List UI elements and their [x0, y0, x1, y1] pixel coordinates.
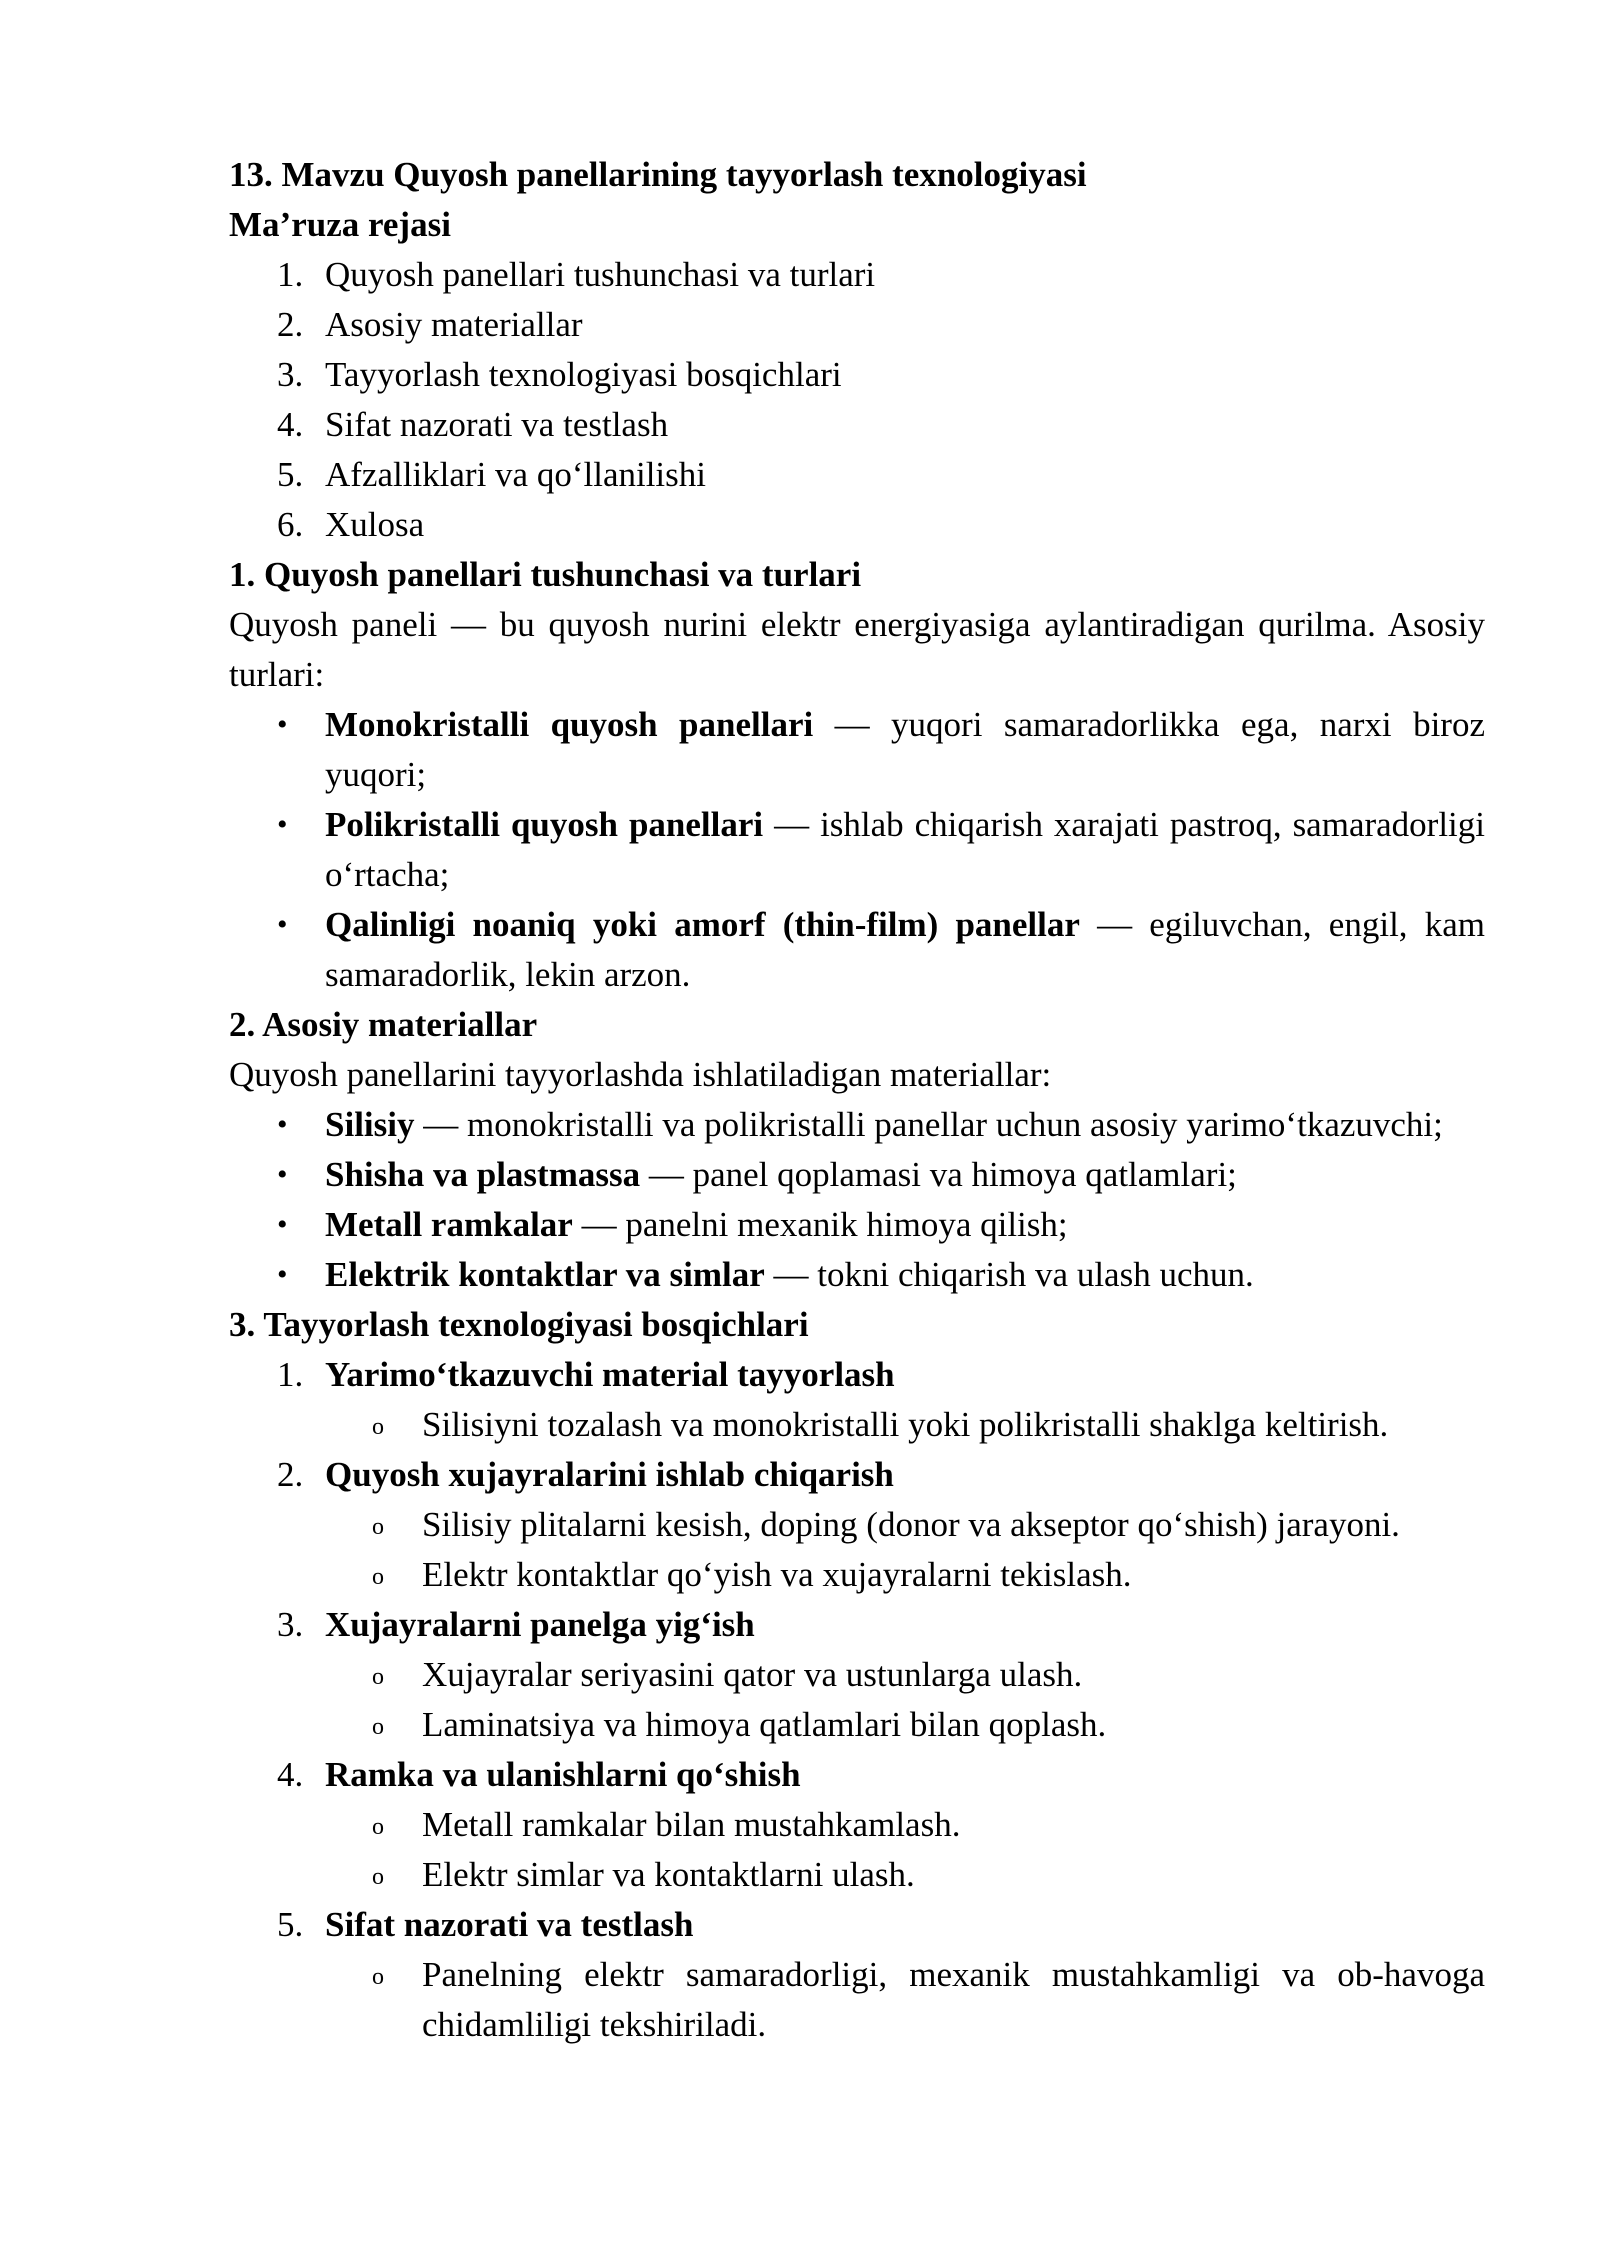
bullet-icon: • [277, 1208, 288, 1241]
step-item [229, 1350, 1485, 1400]
steps-list [229, 1350, 1485, 2050]
plan-item [229, 250, 1485, 300]
item-description: — egiluvchan, engil, kam samaradorlik, lekin arzon. [325, 905, 1485, 994]
plan-item-text: Sifat nazorati va testlash [325, 405, 669, 444]
step-title: Yarimo‘tkazuvchi material tayyorlash [325, 1355, 895, 1394]
sub-item-text: Elektr kontaktlar qo‘yish va xujayralarni tekislash. [422, 1555, 1132, 1594]
item-term: Polikristalli quyosh panellari [325, 805, 764, 844]
step-number: 1. [277, 1355, 304, 1394]
item-term: Qalinligi noaniq yoki amorf (thin-film) panellar [325, 905, 1080, 944]
plan-item-number: 1. [277, 255, 304, 294]
step-number: 4. [277, 1755, 304, 1794]
section-1-heading: 1. Quyosh panellari tushunchasi va turlari [229, 555, 862, 594]
item-description: — monokristalli va polikristalli panellar uchun asosiy yarimo‘tkazuvchi; [414, 1105, 1443, 1144]
step-item [229, 1750, 1485, 1800]
list-item [229, 1250, 1485, 1300]
sub-item [229, 1650, 1485, 1700]
item-term: Elektrik kontaktlar va simlar [325, 1255, 765, 1294]
circle-bullet-icon: o [372, 1514, 384, 1540]
section-2-heading: 2. Asosiy materiallar [229, 1005, 538, 1044]
circle-bullet-icon: o [372, 1714, 384, 1740]
plan-item-text: Asosiy materiallar [325, 305, 583, 344]
plan-item-number: 6. [277, 505, 304, 544]
sub-item-text: Metall ramkalar bilan mustahkamlash. [422, 1805, 961, 1844]
plan-item [229, 450, 1485, 500]
document-body [229, 150, 1485, 2050]
sub-item-text: Silisiyni tozalash va monokristalli yoki polikristalli shaklga keltirish. [422, 1405, 1389, 1444]
plan-item-text: Xulosa [325, 505, 425, 544]
plan-item-number: 4. [277, 405, 304, 444]
list-item [229, 1150, 1485, 1200]
sub-item-text: Laminatsiya va himoya qatlamlari bilan qoplash. [422, 1705, 1107, 1744]
list-item [229, 800, 1485, 900]
plan-item [229, 300, 1485, 350]
panel-types-list [229, 700, 1485, 1000]
list-item [229, 700, 1485, 800]
step-number: 3. [277, 1605, 304, 1644]
materials-list [229, 1100, 1485, 1300]
plan-heading: Ma’ruza rejasi [229, 205, 451, 244]
item-description: — yuqori samaradorlikka ega, narxi biroz yuqori; [325, 705, 1485, 794]
sub-item [229, 1400, 1485, 1450]
circle-bullet-icon: o [372, 1664, 384, 1690]
sub-item [229, 1950, 1485, 2050]
item-description: — tokni chiqarish va ulash uchun. [764, 1255, 1254, 1294]
sub-item [229, 1700, 1485, 1750]
page-title: 13. Mavzu Quyosh panellarining tayyorlash texnologiyasi [229, 155, 1087, 194]
step-title: Xujayralarni panelga yig‘ish [325, 1605, 755, 1644]
list-item [229, 1200, 1485, 1250]
sub-item [229, 1850, 1485, 1900]
bullet-icon: • [277, 1108, 288, 1141]
circle-bullet-icon: o [372, 1564, 384, 1590]
sub-item-text: Panelning elektr samaradorligi, mexanik mustahkamligi va ob-havoga chidamliligi tekshiriladi. [422, 1955, 1485, 2044]
sub-item-text: Silisiy plitalarni kesish, doping (donor va akseptor qo‘shish) jarayoni. [422, 1505, 1400, 1544]
circle-bullet-icon: o [372, 1414, 384, 1440]
circle-bullet-icon: o [372, 1864, 384, 1890]
plan-item-number: 2. [277, 305, 304, 344]
step-item [229, 1450, 1485, 1500]
plan-item-text: Quyosh panellari tushunchasi va turlari [325, 255, 876, 294]
step-title: Sifat nazorati va testlash [325, 1905, 694, 1944]
sub-item [229, 1500, 1485, 1550]
plan-item [229, 400, 1485, 450]
step-item [229, 1900, 1485, 1950]
section-2-intro: Quyosh panellarini tayyorlashda ishlatiladigan materiallar: [229, 1055, 1052, 1094]
item-term: Monokristalli quyosh panellari [325, 705, 814, 744]
item-term: Metall ramkalar [325, 1205, 573, 1244]
step-number: 5. [277, 1905, 304, 1944]
plan-item [229, 500, 1485, 550]
bullet-icon: • [277, 708, 288, 741]
sub-item [229, 1800, 1485, 1850]
sub-item [229, 1550, 1485, 1600]
plan-item-number: 5. [277, 455, 304, 494]
step-number: 2. [277, 1455, 304, 1494]
plan-item-text: Tayyorlash texnologiyasi bosqichlari [325, 355, 842, 394]
plan-list [229, 250, 1485, 550]
item-description: — panelni mexanik himoya qilish; [572, 1205, 1068, 1244]
step-title: Ramka va ulanishlarni qo‘shish [325, 1755, 801, 1794]
section-1-intro: Quyosh paneli — bu quyosh nurini elektr energiyasiga aylantiradigan qurilma. Asosiy turlari: [229, 605, 1485, 694]
bullet-icon: • [277, 908, 288, 941]
step-item [229, 1600, 1485, 1650]
section-3-heading: 3. Tayyorlash texnologiyasi bosqichlari [229, 1305, 809, 1344]
item-term: Shisha va plastmassa [325, 1155, 641, 1194]
bullet-icon: • [277, 808, 288, 841]
bullet-icon: • [277, 1158, 288, 1191]
plan-item [229, 350, 1485, 400]
sub-item-text: Xujayralar seriyasini qator va ustunlarga ulash. [422, 1655, 1083, 1694]
item-description: — panel qoplamasi va himoya qatlamlari; [640, 1155, 1237, 1194]
item-term: Silisiy [325, 1105, 415, 1144]
item-description: — ishlab chiqarish xarajati pastroq, samaradorligi o‘rtacha; [325, 805, 1485, 894]
list-item [229, 1100, 1485, 1150]
circle-bullet-icon: o [372, 1964, 384, 1990]
step-title: Quyosh xujayralarini ishlab chiqarish [325, 1455, 894, 1494]
list-item [229, 900, 1485, 1000]
bullet-icon: • [277, 1258, 288, 1291]
sub-item-text: Elektr simlar va kontaktlarni ulash. [422, 1855, 915, 1894]
plan-item-number: 3. [277, 355, 304, 394]
circle-bullet-icon: o [372, 1814, 384, 1840]
plan-item-text: Afzalliklari va qo‘llanilishi [325, 455, 707, 494]
